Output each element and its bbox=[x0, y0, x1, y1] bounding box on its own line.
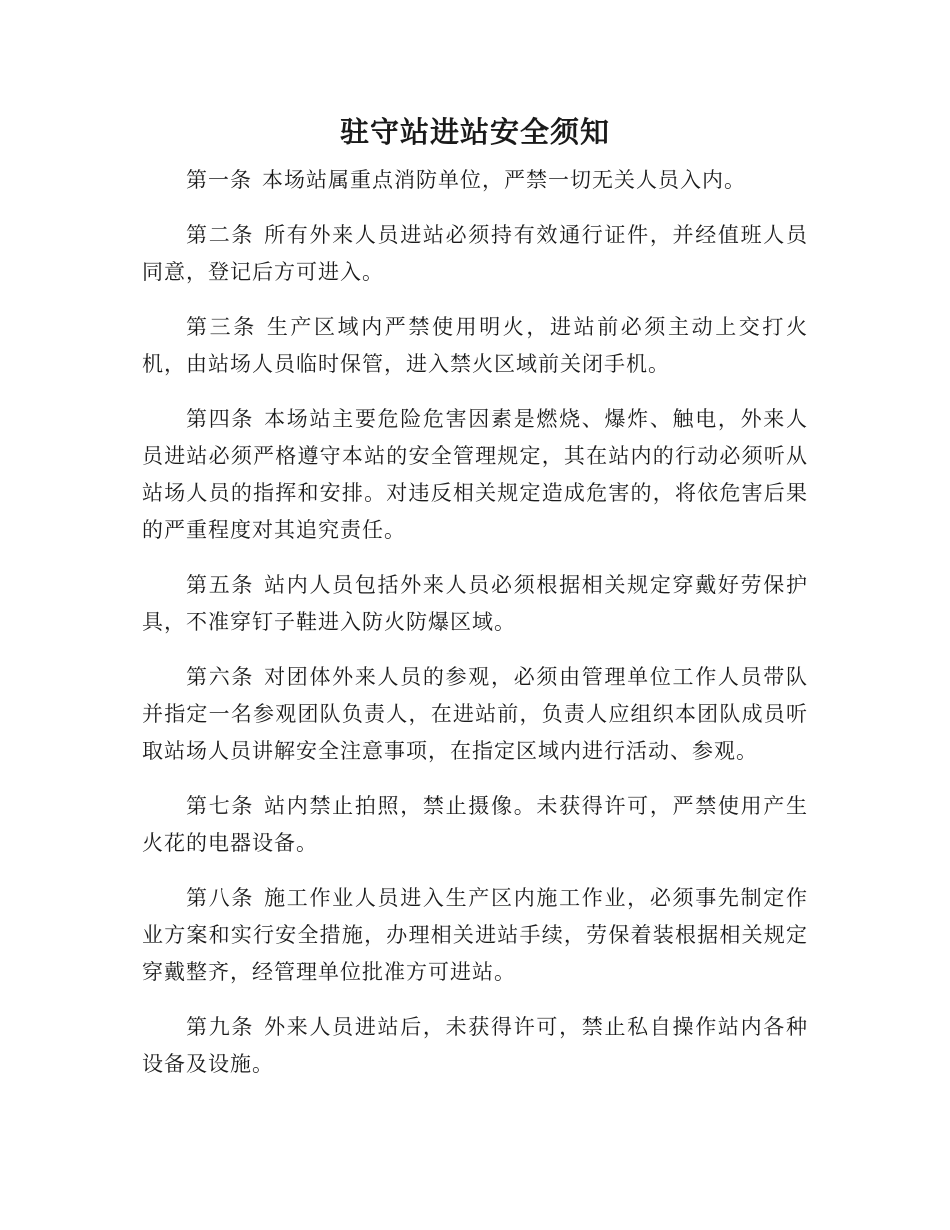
article-text: 生产区域内严禁使用明火，进站前必须主动上交打火机，由站场人员临时保管，进入禁火区域前关闭手机。 bbox=[142, 315, 809, 376]
article-6 bbox=[142, 659, 808, 770]
article-number: 第五条 bbox=[186, 573, 255, 597]
article-text: 本场站主要危险危害因素是燃烧、爆炸、触电，外来人员进站必须严格遵守本站的安全管理规定，其在站内的行动必须听从站场人员的指挥和安排。对违反相关规定造成危害的，将依危害后果的严重程度对其追究责任。 bbox=[142, 407, 808, 542]
page-title: 驻守站进站安全须知 bbox=[339, 115, 610, 149]
article-text: 站内禁止拍照，禁止摄像。未获得许可，严禁使用产生火花的电器设备。 bbox=[142, 794, 808, 855]
article-3 bbox=[142, 309, 808, 383]
article-text: 所有外来人员进站必须持有效通行证件，并经值班人员同意，登记后方可进入。 bbox=[142, 223, 808, 284]
article-8 bbox=[142, 880, 808, 991]
article-text: 外来人员进站后，未获得许可，禁止私自操作站内各种设备及设施。 bbox=[142, 1015, 808, 1076]
article-4 bbox=[142, 401, 808, 549]
article-1 bbox=[142, 162, 808, 199]
article-text: 站内人员包括外来人员必须根据相关规定穿戴好劳保护具，不准穿钉子鞋进入防火防爆区域。 bbox=[142, 573, 808, 634]
article-5 bbox=[142, 567, 808, 641]
article-number: 第一条 bbox=[186, 168, 252, 192]
article-text: 施工作业人员进入生产区内施工作业，必须事先制定作业方案和实行安全措施，办理相关进站手续，劳保着装根据相关规定穿戴整齐，经管理单位批准方可进站。 bbox=[142, 886, 808, 984]
article-9 bbox=[142, 1009, 808, 1083]
article-number: 第九条 bbox=[186, 1015, 255, 1039]
article-text: 对团体外来人员的参观，必须由管理单位工作人员带队并指定一名参观团队负责人，在进站前，负责人应组织本团队成员听取站场人员讲解安全注意事项，在指定区域内进行活动、参观。 bbox=[142, 665, 808, 763]
article-text: 本场站属重点消防单位，严禁一切无关人员入内。 bbox=[262, 168, 746, 192]
article-7 bbox=[142, 788, 808, 862]
article-2 bbox=[142, 217, 808, 291]
article-number: 第四条 bbox=[186, 407, 255, 431]
article-number: 第八条 bbox=[186, 886, 255, 910]
article-number: 第二条 bbox=[186, 223, 255, 247]
article-number: 第六条 bbox=[186, 665, 255, 689]
article-number: 第七条 bbox=[186, 794, 255, 818]
document-body bbox=[142, 162, 808, 1101]
article-number: 第三条 bbox=[186, 315, 257, 339]
